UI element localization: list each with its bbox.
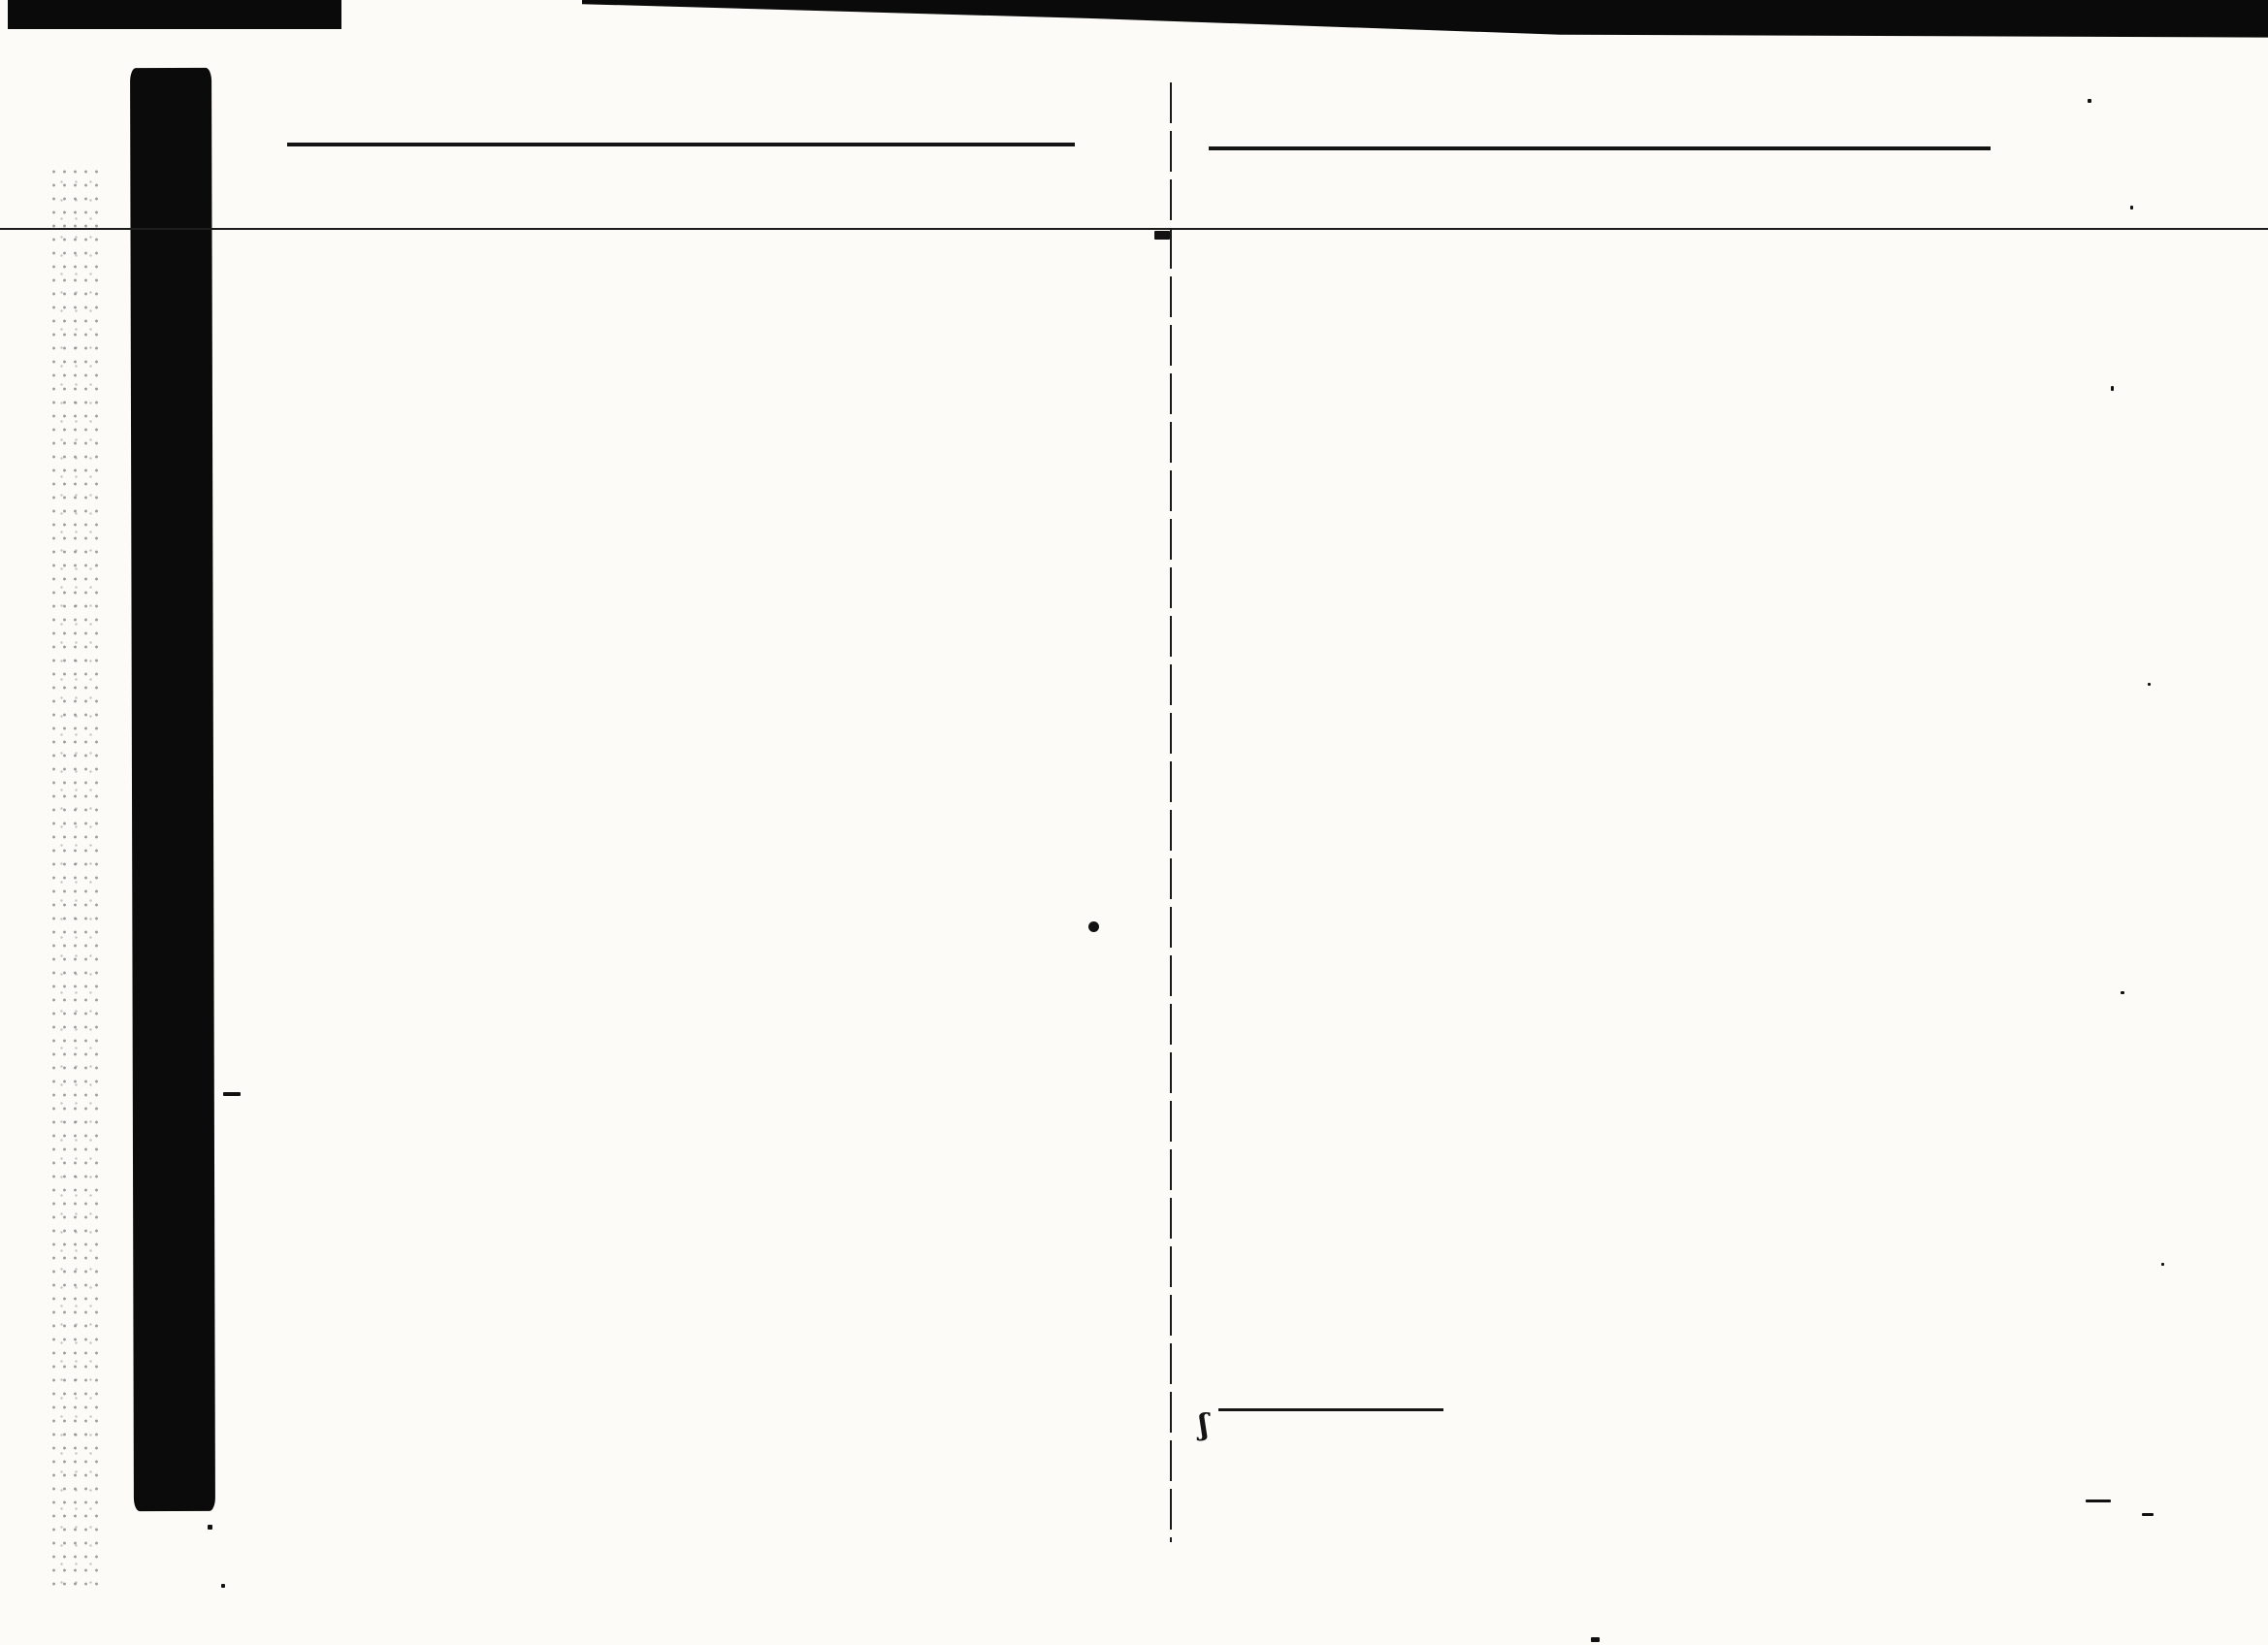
ink-speck — [2161, 1263, 2164, 1266]
ink-speck — [1154, 231, 1170, 240]
scan-speckle-column — [49, 165, 103, 1591]
ink-speck — [221, 1584, 225, 1588]
ink-speck — [2121, 991, 2124, 994]
ink-speck — [2088, 99, 2091, 103]
ink-speck — [1591, 1637, 1600, 1642]
book-binding-strip — [130, 68, 215, 1511]
ink-speck — [2111, 386, 2114, 391]
scan-top-left-bar — [8, 0, 341, 29]
page-divider-line — [1170, 82, 1172, 1542]
ink-speck — [208, 1525, 212, 1530]
figure-12-12a-graph — [1242, 179, 2008, 800]
ink-mark: ʃ — [1199, 1408, 1209, 1442]
right-header-rule — [1209, 146, 1991, 150]
figure-12-11z-graph — [417, 165, 999, 466]
scan-top-band — [582, 0, 2268, 41]
ink-speck — [2130, 206, 2133, 210]
ink-speck — [223, 1092, 241, 1096]
figure-12-12b-graph — [1455, 1209, 1863, 1354]
ink-speck — [2142, 1513, 2154, 1516]
footnote-rule — [1218, 1408, 1443, 1411]
ink-speck — [1088, 921, 1099, 932]
ink-speck — [2086, 1500, 2111, 1502]
left-header-rule — [287, 143, 1075, 146]
ink-speck — [2148, 683, 2151, 686]
figure-12-11i-graph — [427, 980, 1028, 1368]
